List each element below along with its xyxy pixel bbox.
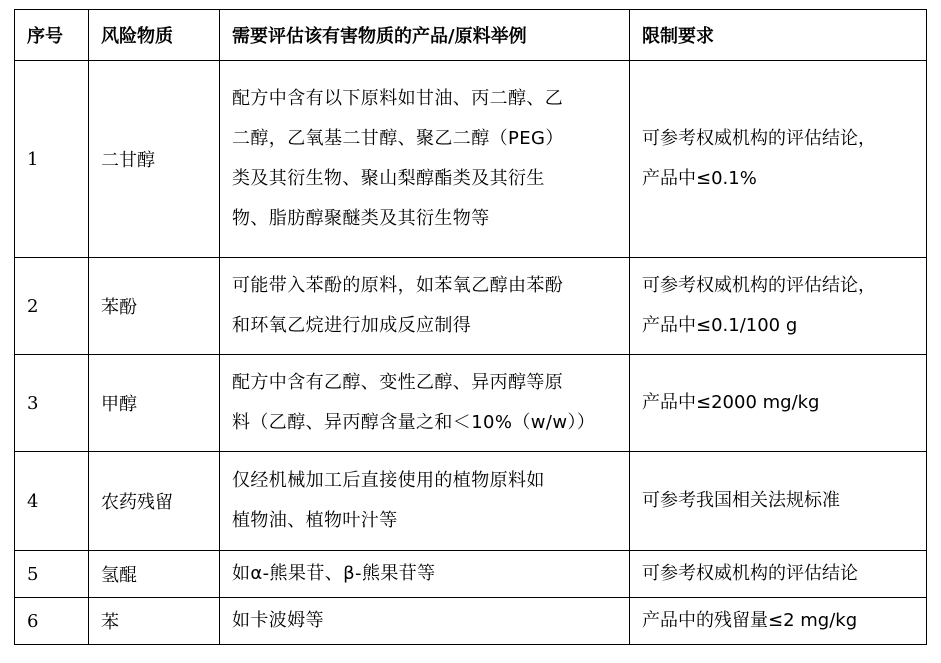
row-examples bbox=[220, 551, 630, 598]
examples-line: 可能带入苯酚的原料，如苯氧乙醇由苯酚 bbox=[232, 275, 564, 296]
risk-substance-table bbox=[14, 9, 927, 645]
row-substance: 农药残留 bbox=[89, 452, 220, 551]
examples-line: 如α-熊果苷、β-熊果苷等 bbox=[232, 563, 436, 584]
table-row bbox=[15, 598, 927, 645]
row-limit bbox=[630, 355, 927, 452]
examples-line: 植物油、植物叶汁等 bbox=[232, 510, 398, 531]
row-examples bbox=[220, 598, 630, 645]
row-no: 1 bbox=[15, 61, 89, 258]
row-examples bbox=[220, 355, 630, 452]
examples-line: 如卡波姆等 bbox=[232, 610, 324, 631]
table-row bbox=[15, 258, 927, 355]
limit-line: 产品中的残留量≤2 mg/kg bbox=[642, 610, 858, 631]
row-substance: 二甘醇 bbox=[89, 61, 220, 258]
examples-line: 仅经机械加工后直接使用的植物原料如 bbox=[232, 470, 545, 491]
table-row bbox=[15, 551, 927, 598]
examples-line: 配方中含有乙醇、变性乙醇、异丙醇等原 bbox=[232, 372, 564, 393]
row-no: 5 bbox=[15, 551, 89, 598]
examples-line: 配方中含有以下原料如甘油、丙二醇、乙 bbox=[232, 88, 564, 109]
header-limit: 限制要求 bbox=[630, 10, 927, 61]
row-examples bbox=[220, 61, 630, 258]
limit-line: 可参考我国相关法规标准 bbox=[642, 490, 840, 511]
row-limit bbox=[630, 551, 927, 598]
row-limit bbox=[630, 452, 927, 551]
row-substance: 苯酚 bbox=[89, 258, 220, 355]
row-no: 3 bbox=[15, 355, 89, 452]
table-header-row bbox=[15, 10, 927, 61]
row-substance: 苯 bbox=[89, 598, 220, 645]
examples-line: 和环氧乙烷进行加成反应制得 bbox=[232, 315, 472, 336]
row-examples bbox=[220, 258, 630, 355]
examples-line: 料（乙醇、异丙醇含量之和＜10%（w/w）） bbox=[232, 412, 596, 433]
examples-line: 类及其衍生物、聚山梨醇酯类及其衍生 bbox=[232, 168, 545, 189]
limit-line: 可参考权威机构的评估结论， bbox=[642, 128, 876, 149]
row-limit bbox=[630, 598, 927, 645]
row-substance: 甲醇 bbox=[89, 355, 220, 452]
examples-line: 二醇，乙氧基二甘醇、聚乙二醇（PEG） bbox=[232, 128, 564, 149]
row-no: 2 bbox=[15, 258, 89, 355]
table-row bbox=[15, 355, 927, 452]
row-limit bbox=[630, 61, 927, 258]
examples-line: 物、脂肪醇聚醚类及其衍生物等 bbox=[232, 208, 490, 229]
row-substance: 氢醌 bbox=[89, 551, 220, 598]
risk-substance-table-container bbox=[14, 9, 927, 645]
limit-line: 产品中≤0.1/100 g bbox=[642, 315, 798, 336]
header-examples: 需要评估该有害物质的产品/原料举例 bbox=[220, 10, 630, 61]
table-row bbox=[15, 61, 927, 258]
limit-line: 产品中≤2000 mg/kg bbox=[642, 392, 820, 413]
limit-line: 产品中≤0.1% bbox=[642, 168, 757, 189]
header-substance: 风险物质 bbox=[89, 10, 220, 61]
row-no: 4 bbox=[15, 452, 89, 551]
table-row bbox=[15, 452, 927, 551]
row-no: 6 bbox=[15, 598, 89, 645]
row-limit bbox=[630, 258, 927, 355]
row-examples bbox=[220, 452, 630, 551]
header-no: 序号 bbox=[15, 10, 89, 61]
limit-line: 可参考权威机构的评估结论 bbox=[642, 563, 858, 584]
limit-line: 可参考权威机构的评估结论， bbox=[642, 275, 876, 296]
